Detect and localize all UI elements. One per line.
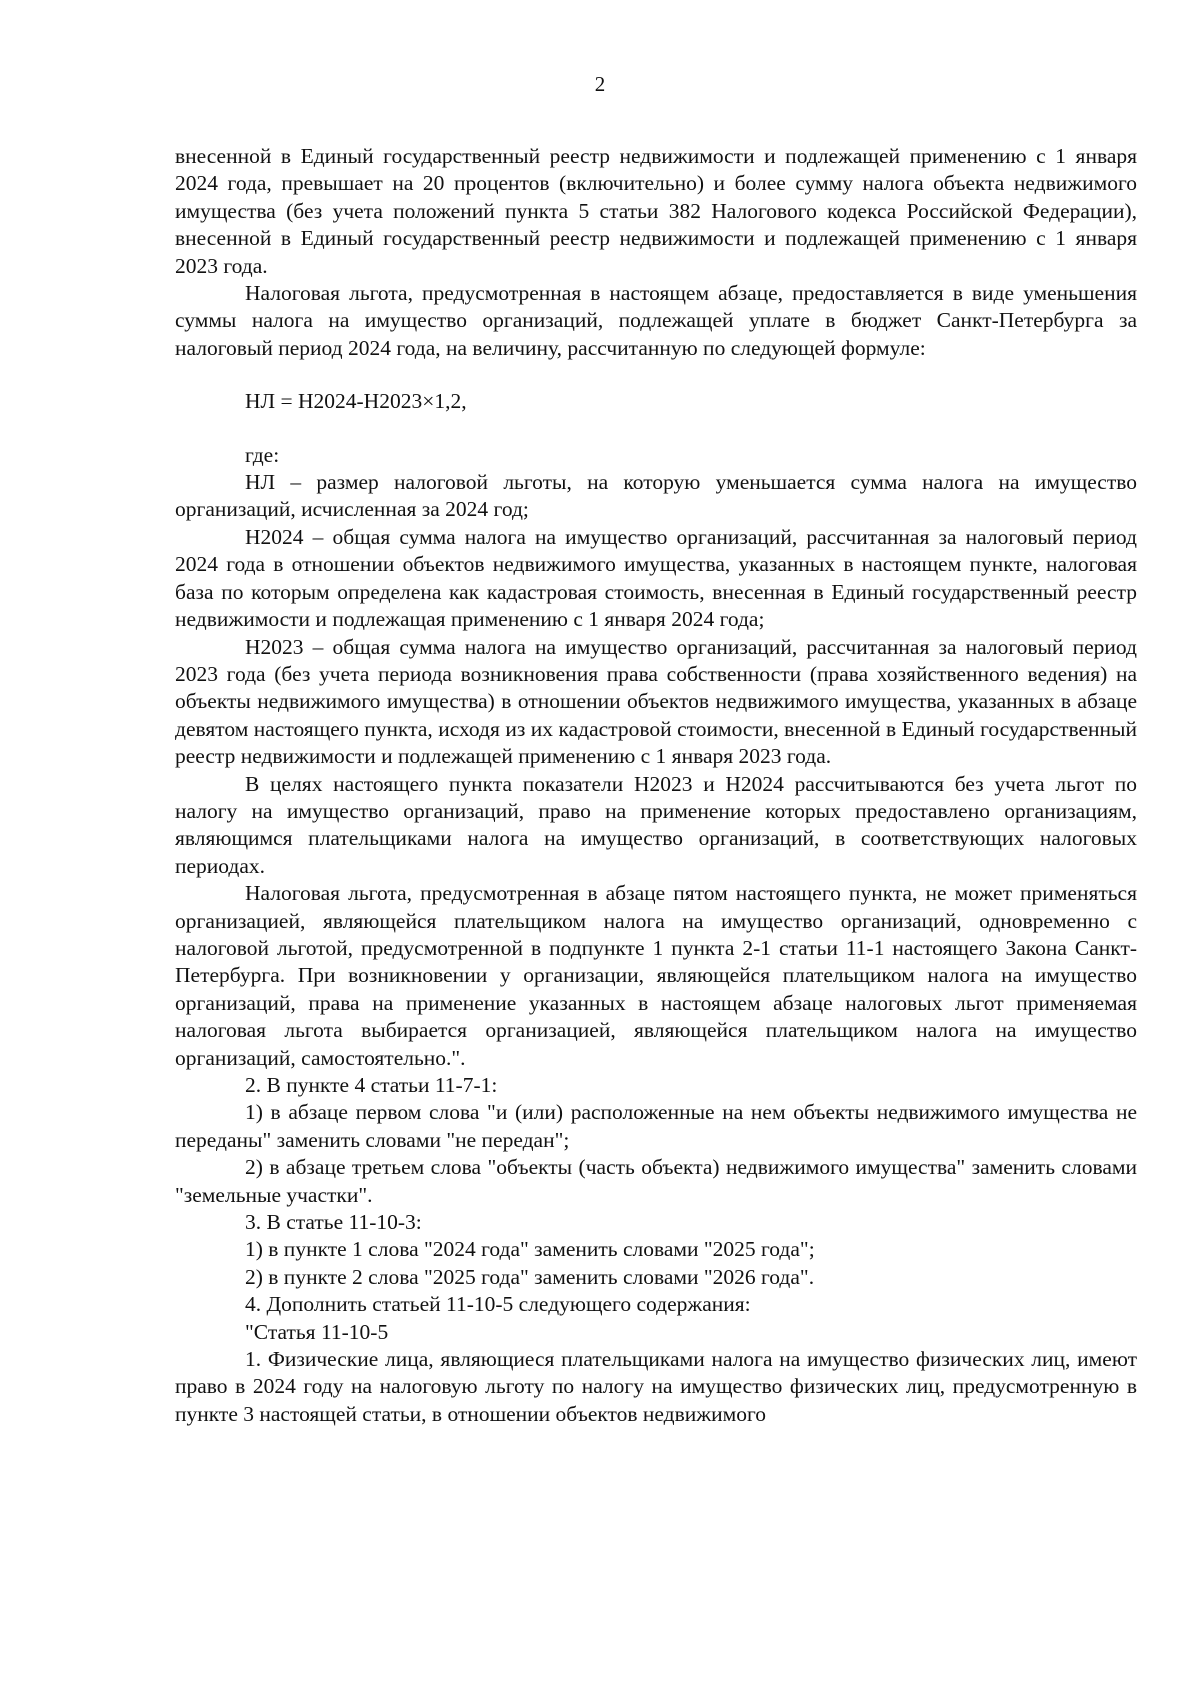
amendment-subitem: 1) в абзаце первом слова "и (или) расположенные на нем объекты недвижимого имущества не переданы" заменить словами "не передан";: [175, 1100, 1137, 1152]
paragraph: внесенной в Единый государственный реестр недвижимости и подлежащей применению с 1 января 2024 года, превышает на 20 процентов (включительно) и более сумму налога объекта недвижимого имущества (без учета положений пункта 5 статьи 382 Налогового кодекса Российской Федерации), внесенной в Единый государственный реестр недвижимости и подлежащей применению с 1 января 2023 года.: [175, 144, 1137, 278]
amendment-subitem: 2) в пункте 2 слова "2025 года" заменить словами "2026 года".: [245, 1264, 815, 1289]
paragraph: Налоговая льгота, предусмотренная в настоящем абзаце, предоставляется в виде уменьшения суммы налога на имущество организаций, подлежащей уплате в бюджет Санкт-Петербурга за налоговый период 2024 года, на величину, рассчитанную по следующей формуле:: [175, 281, 1137, 360]
definition-n2023: Н2023 – общая сумма налога на имущество организаций, рассчитанная за налоговый период 2023 года (без учета периода возникновения права собственности (права хозяйственного ведения) на объекты недвижимого имущества) в отношении объектов недвижимого имущества, указанных в абзаце девятом настоящего пункта, исходя из их кадастровой стоимости, внесенной в Единый государственный реестр недвижимости и подлежащей применению с 1 января 2023 года.: [175, 634, 1137, 769]
definition-nl: НЛ – размер налоговой льготы, на которую уменьшается сумма налога на имущество организаций, исчисленная за 2024 год;: [175, 470, 1137, 522]
amendment-item: 4. Дополнить статьей 11-10-5 следующего содержания:: [245, 1292, 751, 1317]
definition-n2024: Н2024 – общая сумма налога на имущество организаций, рассчитанная за налоговый период 2024 года в отношении объектов недвижимого имущества, указанных в настоящем пункте, налоговая база по которым определена как кадастровая стоимость, внесенная в Единый государственный реестр недвижимости и подлежащая применению с 1 января 2024 года;: [175, 524, 1137, 632]
paragraph: В целях настоящего пункта показатели Н2023 и Н2024 рассчитываются без учета льгот по налогу на имущество организаций, право на применение которых предоставлено организациям, являющимся плательщиками налога на имущество организаций, в соответствующих налоговых периодах.: [175, 771, 1137, 878]
formula-where-label: где:: [245, 442, 280, 467]
tax-benefit-formula: НЛ = Н2024-Н2023×1,2,: [245, 389, 467, 414]
amendment-item: 3. В статье 11-10-3:: [245, 1210, 422, 1235]
amendment-item: 2. В пункте 4 статьи 11-7-1:: [245, 1073, 498, 1097]
amendment-subitem: 1) в пункте 1 слова "2024 года" заменить словами "2025 года";: [245, 1237, 815, 1262]
page-number: 2: [594, 72, 606, 96]
document-body: [175, 143, 1137, 1428]
amendment-subitem: 2) в абзаце третьем слова "объекты (часть объекта) недвижимого имущества" заменить словами "земельные участки".: [175, 1155, 1137, 1207]
paragraph: 1. Физические лица, являющиеся плательщиками налога на имущество физических лиц, имеют право в 2024 году на налоговую льготу по налогу на имущество физических лиц, предусмотренную в пункте 3 настоящей статьи, в отношении объектов недвижимого: [175, 1347, 1137, 1426]
paragraph: Налоговая льгота, предусмотренная в абзаце пятом настоящего пункта, не может применяться организацией, являющейся плательщиком налога на имущество организаций, одновременно с налоговой льготой, предусмотренной в подпункте 1 пункта 2-1 статьи 11-1 настоящего Закона Санкт-Петербурга. При возникновении у организации, являющейся плательщиком налога на имущество организаций, права на применение указанных в настоящем абзаце налоговых льгот применяемая налоговая льгота выбирается организацией, являющейся плательщиком налога на имущество организаций, самостоятельно.".: [175, 881, 1137, 1070]
article-heading: "Статья 11-10-5: [245, 1319, 389, 1344]
